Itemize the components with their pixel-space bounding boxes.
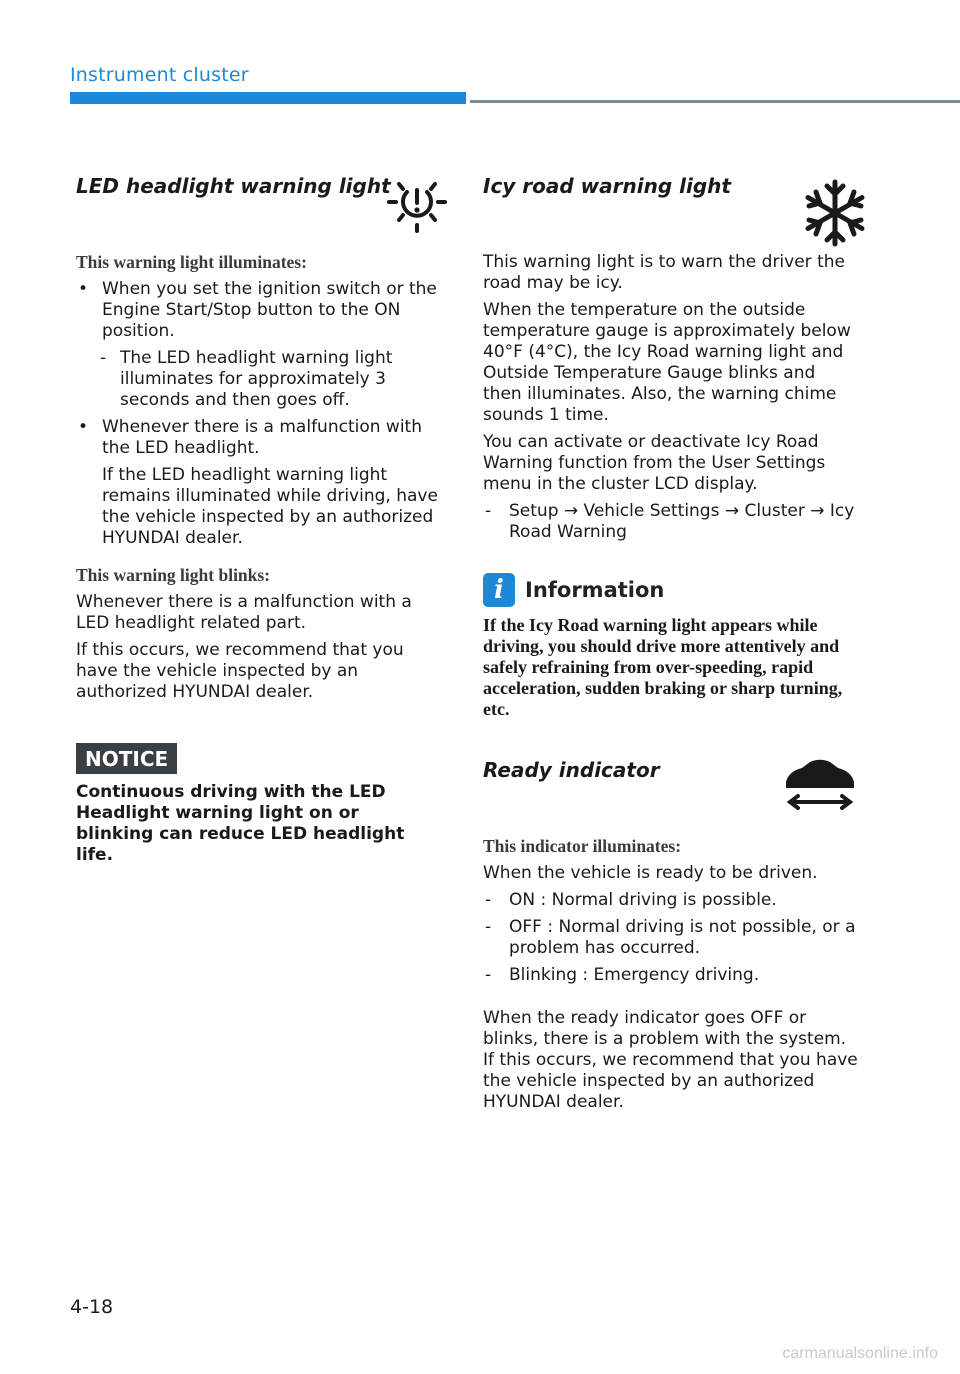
led-headlight-warning-icon [385,170,449,234]
led-blinks-paragraph-1: Whenever there is a malfunction with a LED headlight related part. [76,592,412,633]
watermark: carmanualsonline.info [782,1345,938,1362]
icy-section-title: Icy road warning light [483,174,731,198]
left-column [76,170,441,866]
ready-item-off: - OFF : Normal driving is not possible, or a problem has occurred. [483,917,858,959]
snowflake-icon [800,178,870,248]
notice-badge: NOTICE [76,743,177,774]
header-accent-bar [70,92,466,104]
page-number: 4-18 [70,1296,114,1318]
ready-item-on: - ON : Normal driving is possible. [483,890,858,911]
led-blinks-paragraph-2: If this occurs, we recommend that you have the vehicle inspected by an authorized HYUNDAI dealer. [76,640,404,702]
header-rule [470,100,960,103]
icy-paragraph-3: You can activate or deactivate Icy Road Warning function from the User Settings menu in the cluster LCD display. [483,432,826,494]
right-column [483,170,858,1119]
ready-section-title: Ready indicator [483,758,660,782]
notice-text: Continuous driving with the LED Headlight warning light on or blinking can reduce LED headlight life. [76,782,405,865]
page-section-title: Instrument cluster [70,64,249,86]
led-bullet-2-note: If the LED headlight warning light remains illuminated while driving, have the vehicle inspected by an authorized HYUNDAI dealer. [102,465,438,548]
led-blinks-heading: This warning light blinks: [76,565,271,585]
led-bullet-1-sub: - The LED headlight warning light illuminates for approximately 3 seconds and then goes off. [76,348,441,411]
icy-paragraph-1: This warning light is to warn the driver the road may be icy. [483,252,845,293]
icy-settings-path: - Setup → Vehicle Settings → Cluster → Icy Road Warning [483,501,858,543]
led-bullet-1: • When you set the ignition switch or the Engine Start/Stop button to the ON position. [76,279,441,342]
ready-section-header [483,754,858,826]
led-illuminates-heading: This warning light illuminates: [76,252,307,272]
information-text: If the Icy Road warning light appears while driving, you should drive more attentively and safely refraining from over-speeding, rapid acceleration, sudden braking or sharp turning, etc. [483,615,843,719]
ready-item-blinking: - Blinking : Emergency driving. [483,965,858,986]
info-icon: i [483,573,515,607]
led-section-header [76,170,441,242]
ready-paragraph-1: When the vehicle is ready to be driven. [483,863,818,883]
information-title: Information [525,578,665,602]
icy-paragraph-2: When the temperature on the outside temperature gauge is approximately below 40°F (4°C), the Icy Road warning light and Outside Temperature Gauge blinks and then illuminates. Also, the warning chime sounds 1 time. [483,300,851,425]
information-header [483,573,858,607]
ready-paragraph-2: When the ready indicator goes OFF or blinks, there is a problem with the system. If this occurs, we recommend that you have the vehicle inspected by an authorized HYUNDAI dealer. [483,1008,858,1112]
ready-car-icon [778,758,858,818]
led-section-title: LED headlight warning light [76,174,391,198]
icy-section-header [483,170,858,242]
led-bullet-2: • Whenever there is a malfunction with the LED headlight. [76,417,441,459]
ready-illuminates-heading: This indicator illuminates: [483,836,682,856]
